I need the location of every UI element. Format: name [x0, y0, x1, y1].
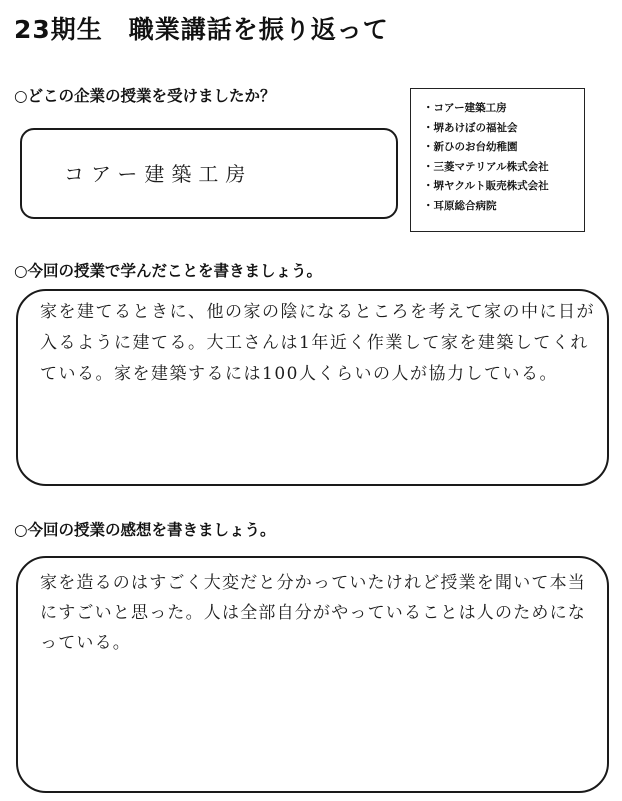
company-answer-text: コアー建築工房 [64, 162, 253, 186]
learned-answer-text: 家を建てるときに、他の家の陰になるところを考えて家の中に日が入るように建てる。大工さんは1年近く作業して家を建築してくれている。家を建築するには100人くらいの人が協力している。 [40, 302, 595, 384]
company-answer-box [20, 128, 398, 219]
company-item: ・堺ヤクルト販売株式会社 [423, 180, 549, 192]
company-item: ・新ひのお台幼稚園 [423, 141, 518, 153]
company-item: ・コアー建築工房 [423, 102, 507, 114]
question-company: ○どこの企業の授業を受けましたか？ [14, 87, 276, 105]
company-item: ・堺あけぼの福祉会 [423, 121, 518, 134]
impression-answer-text: 家を造るのはすごく大変だと分かっていたけれど授業を聞いて本当にすごいと思った。人は全部自分がやっていることは人のためになっている。 [40, 573, 586, 653]
learned-answer-box [16, 289, 609, 486]
question-impression: ○今回の授業の感想を書きましょう。 [14, 521, 276, 539]
company-list [423, 99, 578, 216]
impression-answer-box [16, 556, 609, 793]
company-item: ・耳原総合病院 [423, 199, 497, 212]
page-title: 23期生 職業講話を振り返って [14, 15, 389, 44]
company-list-box [410, 88, 585, 232]
question-learned: ○今回の授業で学んだことを書きましょう。 [14, 262, 323, 280]
company-item: ・三菱マテリアル株式会社 [423, 160, 549, 173]
